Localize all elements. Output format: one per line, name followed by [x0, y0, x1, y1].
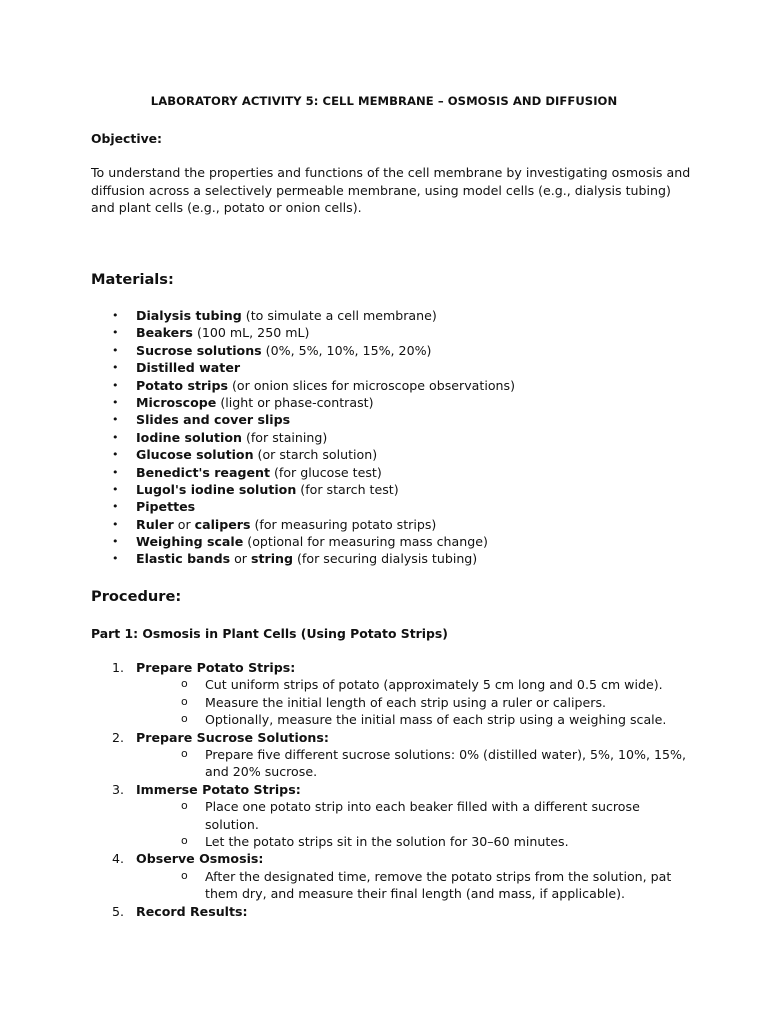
bullet-icon: • — [112, 465, 119, 479]
material-name: Ruler — [136, 516, 174, 532]
circle-bullet-icon: o — [181, 694, 188, 708]
circle-bullet-icon: o — [181, 712, 188, 726]
material-item — [112, 411, 515, 428]
bullet-icon: • — [112, 326, 119, 340]
substep-item — [181, 868, 692, 903]
material-item — [112, 533, 515, 550]
bullet-icon: • — [112, 395, 119, 409]
step-title: Immerse Potato Strips: — [136, 781, 301, 797]
material-name: Benedict's reagent — [136, 464, 270, 480]
bullet-icon: • — [112, 361, 119, 375]
objective-heading: Objective: — [91, 131, 163, 146]
step-number: 5. — [112, 903, 125, 919]
material-name: Distilled water — [136, 360, 241, 376]
material-name-alt: string — [250, 551, 294, 567]
bullet-icon: • — [112, 448, 119, 462]
step-title: Prepare Potato Strips: — [136, 660, 296, 675]
bullet-icon: • — [112, 343, 119, 357]
material-note: (0%, 5%, 10%, 15%, 20%) — [261, 342, 432, 358]
substep-item — [181, 833, 692, 850]
material-name: Microscope — [136, 394, 217, 410]
substep-text: Measure the initial length of each strip using a ruler or calipers. — [205, 694, 607, 710]
material-note: (or starch solution) — [253, 447, 378, 463]
substep-text: After the designated time, remove the potato strips from the solution, pat them dry, and measure their final length (and mass, if applicable). — [205, 868, 672, 902]
substep-text: Cut uniform strips of potato (approximately 5 cm long and 0.5 cm wide). — [205, 677, 663, 693]
step-substeps — [136, 746, 692, 781]
material-note: (for securing dialysis tubing) — [293, 551, 478, 567]
material-note: (light or phase-contrast) — [216, 394, 374, 410]
procedure-step — [112, 850, 692, 902]
step-number: 3. — [112, 781, 125, 797]
step-title: Record Results: — [136, 903, 248, 919]
step-number: 1. — [112, 660, 125, 675]
material-item — [112, 550, 515, 567]
bullet-icon: • — [112, 500, 119, 514]
procedure-step — [112, 659, 692, 729]
step-substeps — [136, 868, 692, 903]
circle-bullet-icon: o — [181, 799, 188, 813]
bullet-icon: • — [112, 309, 119, 322]
material-name: Weighing scale — [136, 534, 244, 550]
material-item — [112, 516, 515, 533]
materials-list — [112, 307, 515, 568]
material-name: Sucrose solutions — [136, 342, 262, 358]
material-item — [112, 498, 515, 515]
circle-bullet-icon: o — [181, 747, 188, 761]
material-item — [112, 324, 515, 341]
substep-item — [181, 711, 692, 728]
material-note: (optional for measuring mass change) — [243, 534, 488, 550]
material-item — [112, 429, 515, 446]
bullet-icon: • — [112, 378, 119, 392]
substep-text: Optionally, measure the initial mass of each strip using a weighing scale. — [205, 712, 667, 728]
material-item — [112, 446, 515, 463]
material-item — [112, 307, 515, 324]
procedure-list — [112, 659, 692, 920]
material-name: Elastic bands — [136, 551, 231, 567]
procedure-step — [112, 903, 692, 920]
material-name: Iodine solution — [136, 429, 242, 445]
substep-item — [181, 694, 692, 711]
material-name: Pipettes — [136, 499, 196, 515]
material-name: Dialysis tubing — [136, 308, 242, 323]
substep-item — [181, 798, 692, 833]
material-note: (100 mL, 250 mL) — [192, 325, 310, 341]
material-name: Slides and cover slips — [136, 412, 291, 428]
bullet-icon: • — [112, 517, 119, 531]
material-note: (for glucose test) — [270, 464, 382, 480]
material-item — [112, 394, 515, 411]
material-name: Beakers — [136, 325, 193, 341]
material-item — [112, 481, 515, 498]
material-note: (or onion slices for microscope observations) — [228, 377, 515, 393]
bullet-icon: • — [112, 482, 119, 496]
material-name: Lugol's iodine solution — [136, 481, 297, 497]
procedure-step — [112, 781, 692, 851]
material-note: (for starch test) — [296, 481, 399, 497]
material-item — [112, 464, 515, 481]
objective-text: To understand the properties and functions of the cell membrane by investigating osmosis and diffusion across a selectively permeable membrane, using model cells (e.g., dialysis tubing) and plant cells (e.g., potato or onion cells). — [91, 165, 691, 215]
material-connector: or — [173, 516, 195, 532]
material-note: (for staining) — [241, 429, 328, 445]
step-title: Prepare Sucrose Solutions: — [136, 729, 329, 745]
circle-bullet-icon: o — [181, 868, 188, 882]
step-number: 4. — [112, 851, 125, 867]
substep-text: Let the potato strips sit in the solution for 30–60 minutes. — [205, 834, 569, 850]
bullet-icon: • — [112, 430, 119, 444]
bullet-icon: • — [112, 413, 119, 427]
bullet-icon: • — [112, 552, 119, 566]
material-name: Glucose solution — [136, 447, 254, 463]
material-name: Potato strips — [136, 377, 229, 393]
material-item — [112, 359, 515, 376]
material-item — [112, 377, 515, 394]
materials-heading: Materials: — [91, 271, 174, 288]
step-number: 2. — [112, 729, 125, 745]
procedure-heading: Procedure: — [91, 588, 182, 605]
material-item — [112, 342, 515, 359]
circle-bullet-icon: o — [181, 677, 188, 691]
material-note: (to simulate a cell membrane) — [241, 308, 437, 323]
material-name-alt: calipers — [194, 516, 251, 532]
step-title: Observe Osmosis: — [136, 851, 264, 867]
bullet-icon: • — [112, 535, 119, 549]
substep-text: Prepare five different sucrose solutions: 0% (distilled water), 5%, 10%, 15%, and 20% sucrose. — [205, 747, 686, 780]
substep-item — [181, 746, 692, 781]
material-note: (for measuring potato strips) — [250, 516, 437, 532]
procedure-step — [112, 729, 692, 781]
substep-item — [181, 676, 692, 693]
step-substeps — [136, 676, 692, 728]
material-connector: or — [230, 551, 251, 567]
document-title: LABORATORY ACTIVITY 5: CELL MEMBRANE – OSMOSIS AND DIFFUSION — [150, 94, 618, 108]
substep-text: Place one potato strip into each beaker filled with a different sucrose solution. — [205, 799, 640, 832]
part1-heading: Part 1: Osmosis in Plant Cells (Using Potato Strips) — [91, 626, 448, 641]
step-substeps — [136, 798, 692, 850]
circle-bullet-icon: o — [181, 834, 188, 848]
